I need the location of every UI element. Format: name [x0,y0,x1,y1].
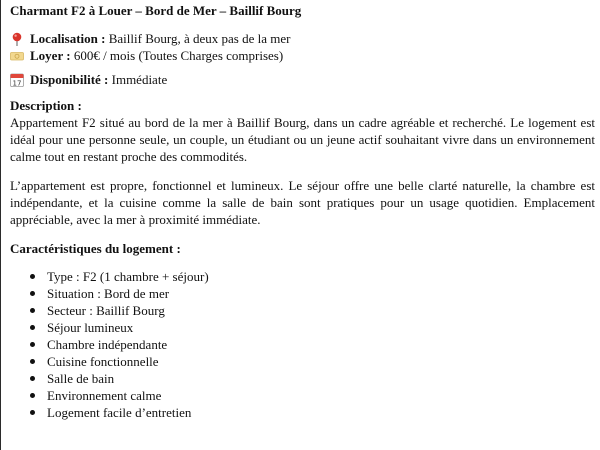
bullet-icon [30,342,35,347]
bullet-icon [30,291,35,296]
rent-line [10,47,595,64]
calendar-icon [10,73,24,87]
bullet-icon [30,325,35,330]
location-value: Baillif Bourg, à deux pas de la mer [105,31,291,46]
availability-value: Immédiate [108,72,168,87]
list-item: Type : F2 (1 chambre + séjour) [10,268,595,285]
rent-label: Loyer : [30,48,71,63]
listing-content [10,0,595,421]
bullet-icon [30,308,35,313]
list-item: Salle de bain [10,370,595,387]
list-item: Chambre indépendante [10,336,595,353]
description-paragraph-2: L’appartement est propre, fonctionnel et lumineux. Le séjour offre une belle clarté naturelle, la chambre est indépendante, et la cuisine comme la salle de bain sont pratiques pour un usage quotidien. Emplacement appréciable, avec la mer à proximité immédiate. [10,178,595,227]
list-item: Secteur : Baillif Bourg [10,302,595,319]
rent-value: 600€ / mois (Toutes Charges comprises) [70,48,284,63]
listing-title: Charmant F2 à Louer – Bord de Mer – Baillif Bourg [10,3,302,18]
description-heading: Description : [10,98,82,113]
round-pushpin-icon [10,32,24,46]
list-item: Séjour lumineux [10,319,595,336]
banknote-icon [10,49,24,63]
features-heading: Caractéristiques du logement : [10,241,181,256]
list-item: Cuisine fonctionnelle [10,353,595,370]
bullet-icon [30,410,35,415]
list-item: Environnement calme [10,387,595,404]
location-label: Localisation : [30,31,106,46]
calendar-day: 17 [12,78,22,87]
availability-line [10,71,595,88]
availability-label: Disponibilité : [30,72,109,87]
features-list [10,268,595,421]
bullet-icon [30,274,35,279]
bullet-icon [30,359,35,364]
bullet-icon [30,376,35,381]
location-line [10,30,595,47]
list-item: Logement facile d’entretien [10,404,595,421]
list-item: Situation : Bord de mer [10,285,595,302]
bullet-icon [30,393,35,398]
description-paragraph-1: Appartement F2 situé au bord de la mer à Baillif Bourg, dans un cadre agréable et recherché. Le logement est idéal pour une personne seule, un couple, un étudiant ou un jeune actif souhaitant vivre dans un environnement calme tout en restant proche des commodités. [10,115,595,164]
